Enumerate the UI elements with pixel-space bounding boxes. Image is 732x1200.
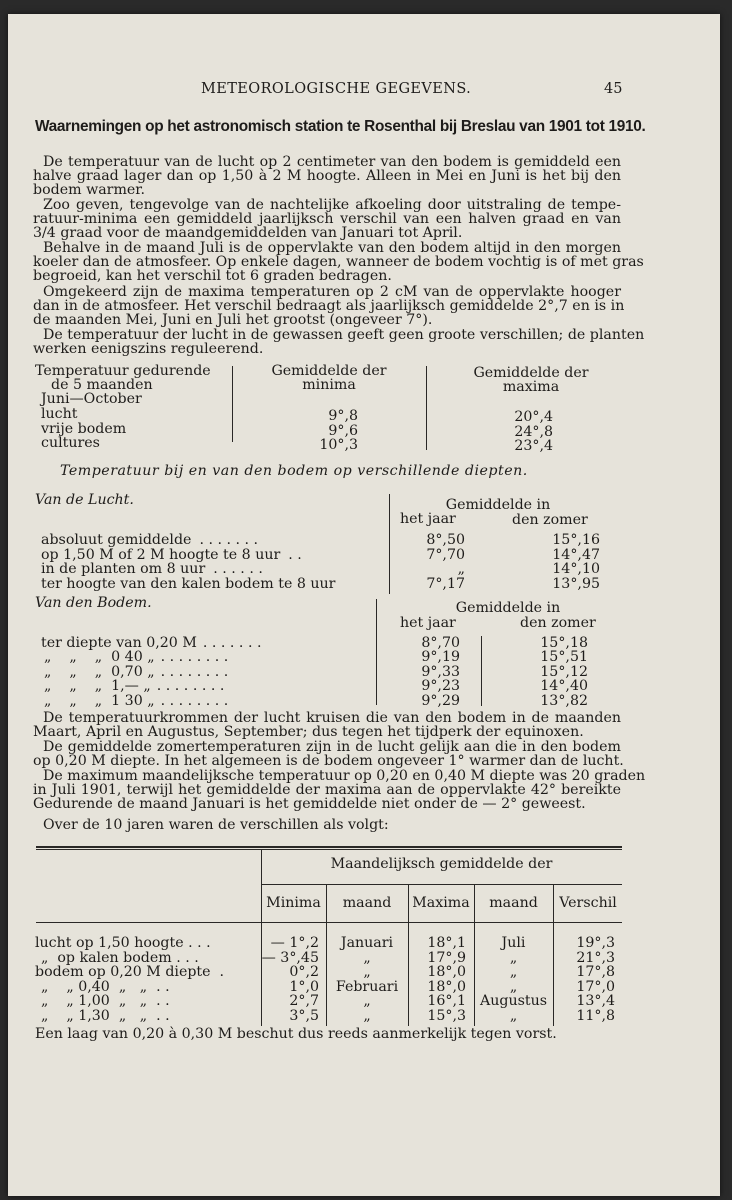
- table3-row-maxima: 18°,1: [427, 935, 466, 951]
- table3-row-maxima: 16°,1: [427, 993, 466, 1010]
- table2b-divider-1: [376, 599, 377, 705]
- table3-row-diff: 17°,0: [576, 978, 615, 995]
- paragraph-line: Behalve in de maand Juli is de oppervlakte van den bodem altijd in den morgen: [43, 240, 621, 256]
- paragraph-line: ratuur-minima een gemiddeld jaarlijksch verschil van een halven graad en van: [33, 211, 621, 228]
- paragraph-line: werken eenigszins reguleerend.: [33, 341, 264, 358]
- table2b-row-year: 9°,29: [421, 692, 460, 709]
- paragraph-line: Maart, April en Augustus, September; dus tegen het tijdperk der equinoxen.: [33, 724, 584, 741]
- table2a-row-dots: . . . . . . .: [199, 532, 259, 548]
- table2a-divider: [389, 494, 390, 594]
- table2a-row-summer: 14°,10: [552, 561, 600, 578]
- table2b-row: [44, 679, 224, 694]
- table3-row-month-max: Juli: [501, 935, 526, 951]
- table3-header-month-min: maand: [342, 895, 392, 911]
- paragraph-line: Omgekeerd zijn de maxima temperaturen op 2 cM van de oppervlakte hooger: [43, 284, 621, 300]
- table3-row-month-min: „: [363, 1008, 371, 1024]
- table3-row-month-max: „: [509, 1008, 518, 1024]
- paragraph: [33, 818, 621, 832]
- table3-row-maxima: 18°,0: [427, 964, 466, 981]
- paragraph-line: Gedurende de maand Januari is het gemiddelde niet onder de — 2° geweest.: [33, 796, 586, 813]
- table3-row-minima: — 3°,45: [261, 949, 319, 966]
- table3-row-maxima: 15°,3: [427, 1008, 466, 1024]
- paragraph-line: Zoo geven, tengevolge van de nachtelijke afkoeling door uitstraling de tempe-: [43, 197, 621, 213]
- paragraph-line: dan in de atmosfeer. Het verschil bedraagt als jaarlijksch gemiddelde 2°,7 en is in: [33, 298, 625, 315]
- table2b-row-year: 8°,70: [421, 635, 460, 651]
- table1-row-label: vrije bodem: [41, 420, 127, 437]
- table1-row-maxima: 20°,4: [514, 409, 553, 425]
- table2b-row-label: „ „ „ 1 30 „: [44, 692, 155, 709]
- table1-col1-header-3: Juni—October: [41, 391, 142, 407]
- footer-line: Een laag van 0,20 à 0,30 M beschut dus reeds aanmerkelijk tegen vorst.: [35, 1026, 557, 1042]
- table3-row-minima: 3°,5: [289, 1008, 319, 1024]
- table2a-row-summer: 13°,95: [552, 575, 600, 592]
- paragraph: [33, 739, 624, 770]
- running-head: METEOROLOGISCHE GEGEVENS.: [201, 81, 472, 97]
- paragraph-line: koeler dan de atmosfeer. Op enkele dagen, wanneer de bodem vochtig is of met gras: [33, 254, 644, 271]
- table3-row-month-max: „: [509, 978, 518, 995]
- table2b-divider-2: [481, 636, 482, 706]
- table3-row-month-max: „: [509, 949, 518, 966]
- table2a-row-year: 8°,50: [426, 532, 465, 548]
- table2b-row-label: „ „ „ 0,70 „: [44, 663, 155, 680]
- table2a-col-year: het jaar: [400, 511, 456, 527]
- table3-row-label: „ „ 1,00 „ „ . .: [41, 993, 170, 1010]
- table3-row-diff: 11°,8: [576, 1008, 615, 1024]
- table2b-row-dots: . . . . . . . .: [156, 678, 225, 695]
- table2a-row-label: in de planten om 8 uur: [41, 561, 206, 578]
- table3-row-minima: 2°,7: [289, 993, 319, 1010]
- table2a-row-dots: . . . . . .: [213, 561, 263, 578]
- table3-row-diff: 17°,8: [576, 964, 615, 981]
- table2a-row: [41, 533, 258, 548]
- table2a-group-header: Gemiddelde in: [445, 497, 551, 513]
- book-page: [8, 14, 720, 1196]
- table3-group-header: Maandelijksch gemiddelde der: [330, 856, 553, 872]
- table3-row-minima: 1°,0: [289, 978, 319, 995]
- table1-col1-header-2: de 5 maanden: [51, 377, 153, 393]
- table1-row-maxima: 24°,8: [514, 423, 553, 440]
- table1-col3-header-1: Gemiddelde der: [473, 365, 589, 381]
- paragraph-line: De temperatuur van de lucht op 2 centimeter van den bodem is gemiddeld een: [43, 154, 621, 170]
- table2a-row-dots: . .: [288, 546, 302, 563]
- table3-row-label: lucht op 1,50 hoogte . . .: [35, 935, 211, 951]
- table2b-row: [41, 636, 261, 651]
- table2-caption: Temperatuur bij en van den bodem op verschillende diepten.: [60, 463, 528, 479]
- table3-header-maxima: Maxima: [412, 895, 470, 911]
- table2b-row-dots: . . . . . . . .: [160, 649, 229, 666]
- paragraph-line: 3/4 graad voor de maandgemiddelden van Januari tot April.: [33, 225, 463, 242]
- paragraph-line: De maximum maandelijksche temperatuur op 0,20 en 0,40 M diepte was 20 graden: [43, 768, 646, 784]
- table2b-row-summer: 15°,51: [540, 649, 588, 666]
- table3-row-label: bodem op 0,20 M diepte .: [35, 964, 225, 981]
- table3-row-month-min: Februari: [335, 978, 399, 995]
- table1-col2-header-1: Gemiddelde der: [271, 363, 387, 379]
- table3-header-diff: Verschil: [559, 895, 617, 911]
- table3-top-rule-2: [36, 849, 622, 850]
- table2b-row-summer: 13°,82: [540, 692, 588, 709]
- table3-top-rule: [36, 846, 622, 848]
- table2b-row: [44, 650, 228, 665]
- table3-header-rule: [36, 922, 622, 923]
- page-number: 45: [604, 81, 623, 97]
- paragraph-line: De gemiddelde zomertemperaturen zijn in de lucht gelijk aan die in den bodem: [43, 739, 621, 755]
- table3-header-month-max: maand: [489, 895, 538, 911]
- table2a-row: [41, 562, 263, 577]
- paragraph-line: begroeid, kan het verschil tot 6 graden bedragen.: [33, 268, 392, 285]
- table1-row-minima: 9°,6: [328, 422, 358, 439]
- table3-row-month-max: Augustus: [479, 993, 547, 1010]
- table1-row-minima: 9°,8: [328, 408, 358, 424]
- table2b-row-label: „ „ „ 0 40 „: [44, 649, 155, 666]
- table2b-row-summer: 15°,12: [540, 663, 588, 680]
- table2a-row-label: absoluut gemiddelde: [41, 532, 192, 548]
- table2a-section-title: Van de Lucht.: [35, 492, 134, 508]
- table1-row-maxima: 23°,4: [514, 438, 553, 455]
- paragraph-line: De temperatuurkrommen der lucht kruisen die van den bodem in de maanden: [43, 710, 621, 726]
- table2b-section-title: Van den Bodem.: [35, 595, 152, 611]
- table3-row-maxima: 17°,9: [427, 949, 466, 966]
- table2b-col-year: het jaar: [400, 615, 456, 631]
- table2b-row-label: ter diepte van 0,20 M: [41, 635, 197, 651]
- paragraph: [33, 198, 621, 241]
- table2b-row: [44, 694, 228, 709]
- table2b-row-year: 9°,19: [421, 649, 460, 666]
- table3-row-maxima: 18°,0: [427, 978, 466, 995]
- table3-row-minima: — 1°,2: [270, 935, 319, 951]
- table2a-row-label: op 1,50 M of 2 M hoogte te 8 uur: [41, 546, 281, 563]
- table2b-row-dots: . . . . . . .: [202, 635, 262, 651]
- table2a-row-summer: 14°,47: [552, 546, 600, 563]
- table2b-row: [44, 665, 228, 680]
- paragraph: [33, 240, 644, 285]
- paragraph: [33, 284, 625, 329]
- section-title: Waarnemingen op het astronomisch station te Rosenthal bij Breslau van 1901 tot 1910.: [35, 118, 646, 135]
- table3-row-label: „ „ 1,30 „ „ . .: [41, 1008, 170, 1024]
- table3-row-diff: 19°,3: [576, 935, 615, 951]
- table3-row-month-min: Januari: [340, 935, 394, 951]
- table3-row-month-min: „: [363, 949, 371, 966]
- table2b-row-label: „ „ „ 1,— „: [44, 678, 151, 695]
- table2b-row-year: 9°,23: [421, 678, 460, 695]
- table2b-row-summer: 15°,18: [540, 635, 588, 651]
- table2a-row: [41, 548, 302, 563]
- table2b-row-dots: . . . . . . . .: [160, 663, 229, 680]
- paragraph: [33, 327, 645, 358]
- paragraph-line: bodem warmer.: [33, 182, 146, 199]
- table2a-row-year: 7°,17: [426, 575, 465, 592]
- paragraph-line: De temperatuur der lucht in de gewassen geeft geen groote verschillen; de planten: [43, 327, 645, 343]
- paragraph: [33, 768, 646, 813]
- paragraph-line: de maanden Mei, Juni en Juli het grootst (ongeveer 7°).: [33, 312, 433, 329]
- table2b-group-header: Gemiddelde in: [455, 600, 561, 616]
- paragraph: [33, 711, 621, 739]
- table2a-col-summer: den zomer: [512, 512, 588, 528]
- table2a-row-summer: 15°,16: [552, 532, 600, 548]
- table3-group-rule: [261, 884, 622, 885]
- table3-row-label: „ op kalen bodem . . .: [41, 949, 199, 966]
- paragraph: [33, 155, 621, 198]
- table3-row-minima: 0°,2: [289, 964, 319, 981]
- paragraph-line: Over de 10 jaren waren de verschillen als volgt:: [43, 817, 389, 833]
- table2b-row-year: 9°,33: [421, 663, 460, 680]
- table1-row-label: cultures: [41, 435, 100, 452]
- table2b-row-dots: . . . . . . . .: [160, 692, 229, 709]
- table1-row-minima: 10°,3: [319, 437, 358, 454]
- table3-row-month-min: „: [363, 964, 371, 981]
- table2b-row-summer: 14°,40: [540, 678, 588, 695]
- table3-row-label: „ „ 0,40 „ „ . .: [41, 978, 170, 995]
- table3-row-month-min: „: [363, 993, 371, 1010]
- table1-row-label: lucht: [41, 406, 78, 422]
- table3-header-minima: Minima: [266, 895, 321, 911]
- paragraph-line: in Juli 1901, terwijl het gemiddelde der maxima aan de oppervlakte 42° bereikte: [33, 782, 621, 799]
- table1-col3-header-2: maxima: [502, 379, 560, 395]
- table3-row-month-max: „: [509, 964, 518, 981]
- table3-row-diff: 13°,4: [576, 993, 615, 1010]
- paragraph-line: op 0,20 M diepte. In het algemeen is de bodem ongeveer 1° warmer dan de lucht.: [33, 753, 624, 770]
- table1-col2-header-2: minima: [302, 377, 356, 393]
- table1-col1-header-1: Temperatuur gedurende: [35, 363, 211, 379]
- paragraph-line: halve graad lager dan op 1,50 à 2 M hoogte. Alleen in Mei en Juni is het bij den: [33, 168, 621, 185]
- table2a-row-year: 7°,70: [426, 546, 465, 563]
- table2a-row: [41, 577, 343, 592]
- table2b-col-summer: den zomer: [520, 615, 596, 631]
- table2a-row-label: ter hoogte van den kalen bodem te 8 uur: [41, 575, 336, 592]
- table3-row-diff: 21°,3: [576, 949, 615, 966]
- table2a-row-year: „: [457, 561, 465, 578]
